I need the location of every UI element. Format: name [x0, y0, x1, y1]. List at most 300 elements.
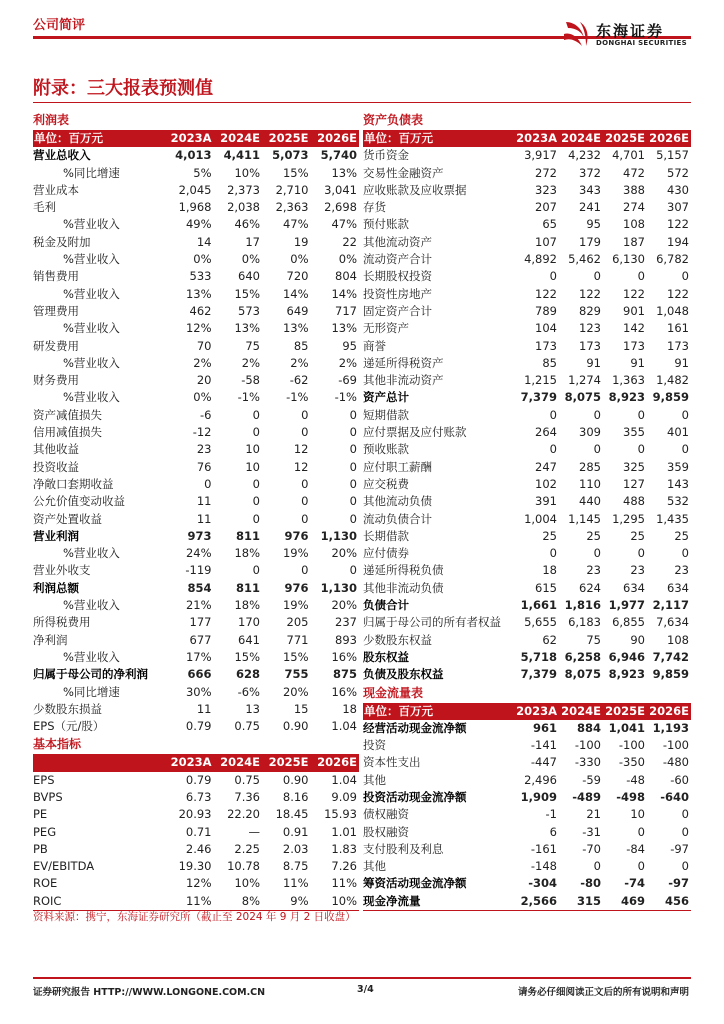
row-value: 2,363 — [275, 200, 309, 215]
row-value: 8,075 — [564, 667, 601, 682]
row-value: 237 — [335, 615, 357, 630]
table-row — [363, 632, 691, 649]
footer-rule — [33, 977, 691, 979]
row-value: 0 — [349, 494, 357, 509]
row-value: 2% — [290, 355, 309, 370]
row-value: 628 — [235, 667, 260, 682]
row-value: 325 — [623, 459, 645, 474]
row-value: 177 — [189, 615, 212, 630]
row-value: 10% — [234, 165, 260, 180]
row-value: 5,718 — [520, 649, 557, 664]
row-value: -119 — [185, 563, 212, 578]
row-value: 122 — [535, 286, 557, 301]
row-value: 122 — [579, 286, 601, 301]
table-row — [33, 268, 359, 285]
row-value: 205 — [286, 615, 309, 630]
header-year: 2025E — [262, 130, 311, 147]
row-label: 应付职工薪酬 — [363, 459, 432, 474]
table-row — [33, 789, 359, 806]
table-row — [33, 614, 359, 631]
row-value: 6,946 — [608, 649, 645, 664]
row-value: 1,048 — [656, 303, 689, 318]
table-row — [363, 234, 691, 251]
row-value: 0 — [549, 442, 557, 457]
row-value: 0% — [338, 252, 357, 267]
row-label: 短期借款 — [363, 407, 409, 422]
row-value: -350 — [618, 755, 645, 770]
row-value: 20% — [331, 598, 357, 613]
row-value: 472 — [623, 165, 645, 180]
row-value: 0 — [204, 476, 212, 491]
title-rule — [33, 102, 691, 103]
row-value: 25 — [674, 528, 689, 543]
row-label: 管理费用 — [33, 303, 79, 318]
row-value: 10% — [331, 893, 357, 908]
row-value: 372 — [579, 165, 601, 180]
row-value: 24% — [185, 546, 212, 561]
table-row — [363, 858, 691, 875]
table-row — [33, 772, 359, 789]
row-label: 无形资产 — [363, 321, 409, 336]
row-value: 8.75 — [282, 859, 309, 874]
row-value: 5,462 — [568, 252, 601, 267]
row-value: 1,435 — [656, 511, 689, 526]
cashflow-rows — [363, 720, 691, 911]
header-year: 2026E — [647, 130, 691, 147]
row-label: 投资收益 — [33, 459, 79, 474]
row-value: 0.90 — [282, 772, 309, 787]
row-value: 179 — [579, 234, 601, 249]
row-value: 13 — [245, 701, 260, 716]
row-value: -97 — [668, 876, 689, 891]
table-header-row — [33, 130, 359, 147]
row-value: 95 — [586, 217, 601, 232]
table-row — [363, 424, 691, 441]
row-value: 70 — [196, 338, 212, 353]
row-value: 108 — [623, 217, 645, 232]
row-value: 0 — [301, 476, 309, 491]
row-value: 1,215 — [524, 373, 557, 388]
row-value: 4,232 — [568, 148, 601, 163]
row-value: 5,157 — [656, 148, 689, 163]
row-label: 股权融资 — [363, 824, 409, 839]
row-value: 0.91 — [282, 824, 309, 839]
row-value: 107 — [535, 234, 557, 249]
row-label: 资产处置收益 — [33, 511, 102, 526]
row-value: 91 — [674, 355, 689, 370]
row-label: 其他非流动资产 — [363, 373, 444, 388]
table-row — [33, 528, 359, 545]
row-value: 22.20 — [227, 807, 260, 822]
row-value: 0 — [593, 269, 601, 284]
row-value: 0 — [349, 563, 357, 578]
row-value: -640 — [660, 789, 689, 804]
row-value: 194 — [667, 234, 689, 249]
row-value: 21 — [586, 807, 601, 822]
row-value: 0 — [349, 425, 357, 440]
row-value: 46% — [234, 217, 260, 232]
header-year: 2023A — [515, 130, 559, 147]
row-value: 961 — [532, 720, 557, 735]
row-value: 0 — [681, 824, 689, 839]
row-value: 16% — [331, 649, 357, 664]
row-value: 391 — [535, 494, 557, 509]
row-value: 11% — [331, 876, 357, 891]
row-value: 19% — [282, 546, 309, 561]
row-value: 829 — [579, 303, 601, 318]
row-value: -1% — [237, 390, 260, 405]
row-value: 16% — [331, 684, 357, 699]
row-value: 0 — [637, 546, 645, 561]
row-value: 75 — [586, 632, 601, 647]
row-label: %营业收入 — [63, 252, 120, 267]
table-row — [363, 338, 691, 355]
row-value: 7,634 — [656, 615, 689, 630]
table-row — [363, 182, 691, 199]
page-title: 附录：三大报表预测值 — [33, 78, 213, 99]
row-label: ROIC — [33, 893, 62, 908]
row-value: 359 — [667, 459, 689, 474]
table-row — [363, 772, 691, 789]
row-value: 207 — [535, 200, 557, 215]
row-value: 9,859 — [652, 390, 689, 405]
row-value: 85 — [542, 355, 557, 370]
row-label: 货币资金 — [363, 148, 409, 163]
row-label: PE — [33, 807, 48, 822]
row-value: 2% — [193, 355, 212, 370]
row-value: 76 — [196, 459, 212, 474]
row-value: 1,145 — [568, 511, 601, 526]
table-row — [363, 875, 691, 892]
row-value: 274 — [623, 200, 645, 215]
row-value: -12 — [192, 425, 212, 440]
row-label: 存货 — [363, 200, 386, 215]
row-value: 122 — [667, 217, 689, 232]
row-value: 1,041 — [608, 720, 645, 735]
row-value: 14 — [196, 234, 212, 249]
row-value: 0 — [349, 476, 357, 491]
row-label: 投资活动现金流净额 — [363, 789, 467, 804]
footer-website: 证券研究报告 HTTP://WWW.LONGONE.COM.CN — [33, 987, 266, 998]
table-row — [33, 562, 359, 579]
income-statement-title: 利润表 — [33, 113, 70, 127]
row-label: ROE — [33, 876, 58, 891]
table-row — [33, 701, 359, 718]
table-row — [363, 806, 691, 823]
row-value: 0 — [301, 563, 309, 578]
table-row — [363, 737, 691, 754]
row-value: 25 — [586, 528, 601, 543]
row-value: 143 — [667, 476, 689, 491]
row-value: 624 — [579, 580, 601, 595]
row-value: 7.26 — [331, 859, 357, 874]
table-row — [363, 545, 691, 562]
row-value: 47% — [282, 217, 309, 232]
row-value: 6,183 — [568, 615, 601, 630]
row-value: 901 — [623, 303, 645, 318]
row-value: 884 — [576, 720, 601, 735]
row-value: 2.03 — [282, 841, 309, 856]
row-value: 1,816 — [564, 598, 601, 613]
row-value: 2% — [338, 355, 357, 370]
row-value: 1,193 — [652, 720, 689, 735]
table-row — [33, 858, 359, 875]
table-row — [363, 580, 691, 597]
row-value: 23 — [630, 563, 645, 578]
table-row — [363, 754, 691, 771]
row-label: 流动资产合计 — [363, 252, 432, 267]
row-value: -480 — [662, 755, 689, 770]
header-year: 2025E — [603, 703, 647, 720]
row-value: -58 — [241, 373, 260, 388]
table-row — [33, 147, 359, 164]
row-value: 0.75 — [234, 772, 260, 787]
row-value: 1,274 — [568, 373, 601, 388]
row-value: 11% — [185, 893, 212, 908]
header-unit: 单位：百万元 — [363, 130, 515, 147]
row-value: 6,130 — [612, 252, 645, 267]
table-row — [33, 649, 359, 666]
row-value: 173 — [579, 338, 601, 353]
row-value: 440 — [579, 494, 601, 509]
row-value: 173 — [535, 338, 557, 353]
row-value: 91 — [586, 355, 601, 370]
row-value: -304 — [528, 876, 557, 891]
row-value: 170 — [238, 615, 260, 630]
row-value: -69 — [338, 373, 357, 388]
indicators-title: 基本指标 — [33, 737, 82, 752]
row-value: 854 — [187, 580, 212, 595]
row-value: 2,710 — [275, 182, 309, 197]
row-label: %营业收入 — [63, 546, 120, 561]
header-unit: 单位：百万元 — [363, 703, 515, 720]
row-label: 经营活动现金流净额 — [363, 720, 467, 735]
income-rows — [33, 147, 359, 735]
row-label: 所得税费用 — [33, 615, 91, 630]
row-value: 8,075 — [564, 390, 601, 405]
row-label: 营业总收入 — [33, 148, 91, 163]
row-value: 572 — [667, 165, 689, 180]
row-value: 488 — [623, 494, 645, 509]
row-value: 634 — [623, 580, 645, 595]
table-row — [363, 251, 691, 268]
row-value: 18.45 — [275, 807, 309, 822]
table-row — [33, 841, 359, 858]
row-value: 1.01 — [331, 824, 357, 839]
header-year: 2026E — [311, 130, 360, 147]
row-value: 0 — [549, 269, 557, 284]
row-value: 15% — [234, 286, 260, 301]
row-label: 其他非流动负债 — [363, 580, 444, 595]
row-value: 22 — [342, 234, 357, 249]
row-value: 0.79 — [185, 719, 212, 734]
row-value: 0.75 — [234, 719, 260, 734]
row-label: 营业成本 — [33, 182, 79, 197]
row-value: 401 — [667, 425, 689, 440]
table-row — [363, 476, 691, 493]
row-value: -1 — [545, 807, 557, 822]
right-column — [363, 111, 691, 911]
row-value: 10 — [630, 807, 645, 822]
row-value: 976 — [284, 528, 309, 543]
row-value: -59 — [582, 772, 601, 787]
row-value: 0 — [549, 407, 557, 422]
footer-disclaimer: 请务必仔细阅读正文后的所有说明和声明 — [517, 987, 689, 998]
row-value: 14% — [282, 286, 309, 301]
row-value: 0 — [637, 824, 645, 839]
row-value: 0 — [301, 511, 309, 526]
row-value: 173 — [667, 338, 689, 353]
row-value: -74 — [624, 876, 645, 891]
table-row — [363, 666, 691, 683]
header-year: 2026E — [647, 703, 691, 720]
row-value: -97 — [670, 841, 689, 856]
row-value: 7,379 — [520, 667, 557, 682]
row-value: 2.46 — [185, 841, 212, 856]
table-row — [363, 355, 691, 372]
row-label: EPS — [33, 772, 55, 787]
row-label: 资产总计 — [363, 390, 409, 405]
row-value: 0 — [637, 269, 645, 284]
row-value: 102 — [535, 476, 557, 491]
row-value: 187 — [623, 234, 645, 249]
table-row — [363, 841, 691, 858]
row-value: 20% — [282, 684, 309, 699]
logo-chinese-name: 东海证券 — [596, 22, 665, 40]
row-value: 0 — [349, 511, 357, 526]
row-label: %营业收入 — [63, 649, 120, 664]
row-value: 0 — [637, 442, 645, 457]
row-label: 税金及附加 — [33, 234, 91, 249]
row-label: 负债合计 — [363, 598, 409, 613]
row-label: 商誉 — [363, 338, 386, 353]
row-value: 307 — [667, 200, 689, 215]
row-value: 0 — [252, 425, 260, 440]
row-value: 2% — [241, 355, 260, 370]
row-value: 323 — [535, 182, 557, 197]
row-label: 长期借款 — [363, 528, 409, 543]
row-value: 8,923 — [608, 667, 645, 682]
header-year: 2024E — [559, 703, 603, 720]
row-label: %同比增速 — [63, 684, 120, 699]
row-value: 6.73 — [185, 789, 212, 804]
row-label: 其他收益 — [33, 442, 79, 457]
row-value: 355 — [623, 425, 645, 440]
row-value: 17% — [185, 649, 212, 664]
row-value: 19% — [282, 598, 309, 613]
table-row — [33, 684, 359, 701]
row-value: 7,379 — [520, 390, 557, 405]
table-row — [33, 234, 359, 251]
row-value: 173 — [623, 338, 645, 353]
row-value: -6% — [237, 684, 260, 699]
row-value: 15% — [282, 649, 309, 664]
row-value: 247 — [535, 459, 557, 474]
row-value: 75 — [245, 338, 260, 353]
row-label: 递延所得税资产 — [363, 355, 444, 370]
row-value: 20 — [196, 373, 212, 388]
row-label: PB — [33, 841, 48, 856]
cashflow-table — [363, 703, 691, 912]
row-value: 804 — [335, 269, 357, 284]
table-row — [363, 789, 691, 806]
logo-english-name: DONGHAI SECURITIES — [596, 39, 687, 47]
row-value: 17 — [245, 234, 260, 249]
row-value: 2,117 — [652, 598, 689, 613]
row-value: 0 — [681, 407, 689, 422]
row-label: 股东权益 — [363, 649, 409, 664]
row-value: 18% — [234, 546, 260, 561]
row-value: 1.04 — [331, 719, 357, 734]
table-row — [363, 320, 691, 337]
row-value: 0 — [301, 494, 309, 509]
left-column — [33, 111, 359, 911]
row-value: 0 — [252, 494, 260, 509]
row-label: 销售费用 — [33, 269, 79, 284]
row-value: 1,363 — [612, 373, 645, 388]
cashflow-title: 现金流量表 — [363, 685, 424, 700]
row-value: 0 — [681, 442, 689, 457]
row-value: 122 — [667, 286, 689, 301]
row-value: 95 — [342, 338, 357, 353]
row-value: 21% — [185, 598, 212, 613]
row-value: 649 — [286, 303, 309, 318]
row-label: 资产减值损失 — [33, 407, 102, 422]
row-value: 110 — [579, 476, 601, 491]
table-row — [33, 875, 359, 892]
table-row — [363, 199, 691, 216]
row-value: 23 — [586, 563, 601, 578]
row-value: 1,977 — [608, 598, 645, 613]
row-value: -141 — [530, 738, 557, 753]
row-value: 973 — [187, 528, 212, 543]
row-value: 0 — [301, 407, 309, 422]
table-row — [363, 286, 691, 303]
row-value: 90 — [630, 632, 645, 647]
row-value: 1,004 — [524, 511, 557, 526]
row-value: 640 — [238, 269, 260, 284]
row-value: 241 — [579, 200, 601, 215]
row-value: 12 — [293, 459, 309, 474]
row-value: 5% — [193, 165, 212, 180]
row-value: 0 — [252, 476, 260, 491]
row-value: 343 — [579, 182, 601, 197]
row-label: 支付股利及利息 — [363, 841, 444, 856]
row-value: 0 — [301, 425, 309, 440]
row-value: 0% — [290, 252, 309, 267]
row-value: -62 — [289, 373, 309, 388]
row-label: 资本性支出 — [363, 755, 421, 770]
row-label: 少数股东权益 — [363, 632, 432, 647]
row-label: 债权融资 — [363, 807, 409, 822]
row-value: 0% — [241, 252, 260, 267]
row-value: 0.90 — [282, 719, 309, 734]
row-value: -1% — [334, 390, 357, 405]
row-value: 533 — [189, 269, 212, 284]
row-value: 13% — [185, 286, 212, 301]
row-value: 875 — [332, 667, 357, 682]
row-value: — — [248, 824, 260, 839]
row-value: 717 — [335, 303, 357, 318]
row-value: 7,742 — [652, 649, 689, 664]
row-value: 104 — [535, 321, 557, 336]
row-value: 5,073 — [272, 148, 309, 163]
row-value: 30% — [185, 684, 212, 699]
row-value: 12% — [185, 876, 212, 891]
row-label: %营业收入 — [63, 598, 120, 613]
row-value: 18 — [542, 563, 557, 578]
table-header-row — [363, 130, 691, 147]
